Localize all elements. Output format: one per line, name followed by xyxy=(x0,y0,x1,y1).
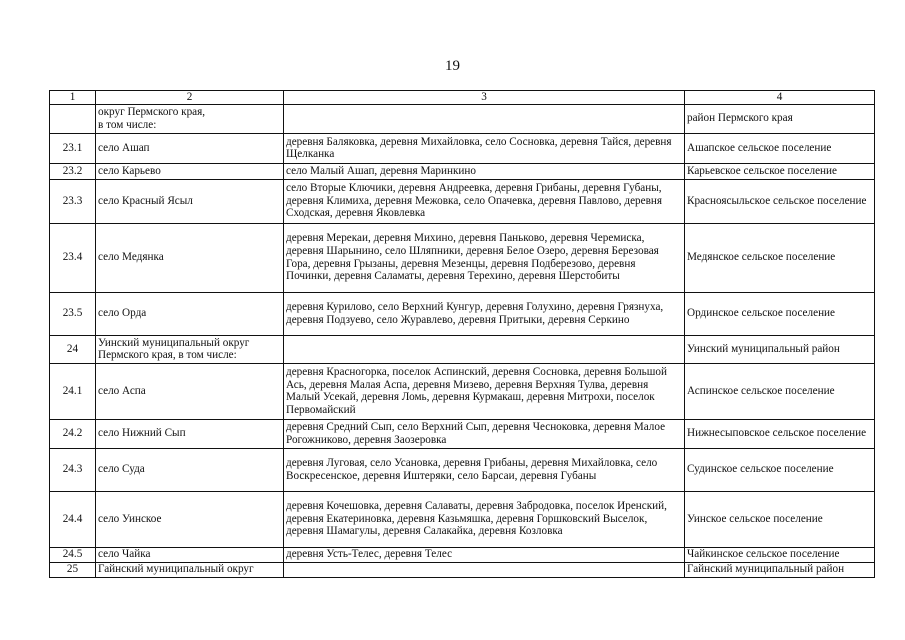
table-row xyxy=(50,547,875,562)
settlements-list: деревня Курилово, село Верхний Кунгур, деревня Голухино, деревня Грязнуха, деревня Подзуево, село Журавлево, деревня Притыки, деревня Серкино xyxy=(284,292,685,335)
row-number: 24.4 xyxy=(50,491,96,547)
district-name: Нижнесыповское сельское поселение xyxy=(685,419,875,448)
district-name: Судинское сельское поселение xyxy=(685,448,875,491)
page-number: 19 xyxy=(445,58,460,74)
municipality-name: село Карьево xyxy=(96,163,284,179)
row-number: 24.3 xyxy=(50,448,96,491)
row-number: 24.1 xyxy=(50,363,96,419)
table-row xyxy=(50,562,875,577)
municipal-table xyxy=(49,90,875,578)
row-number: 23.3 xyxy=(50,179,96,223)
settlements-list: деревня Средний Сып, село Верхний Сып, деревня Чесноковка, деревня Малое Рогожниково, деревня Заозеровка xyxy=(284,419,685,448)
row-number: 24 xyxy=(50,335,96,363)
municipality-name: село Медянка xyxy=(96,223,284,292)
row-number: 25 xyxy=(50,562,96,577)
table-header-row xyxy=(50,91,875,105)
row-number: 23.4 xyxy=(50,223,96,292)
settlements-list: деревня Баляковка, деревня Михайловка, село Сосновка, деревня Тайся, деревня Щелканка xyxy=(284,133,685,163)
row-number: 23.2 xyxy=(50,163,96,179)
row-number xyxy=(50,104,96,133)
settlements-list: деревня Усть-Телес, деревня Телес xyxy=(284,547,685,562)
settlements-list: деревня Красногорка, поселок Аспинский, деревня Сосновка, деревня Большой Ась, деревня Малая Аспа, деревня Мизево, деревня Верхняя Тулва, деревня Малый Усекай, деревня Ломь, деревня Курмакаш, деревня Митрохи, поселок Первомайский xyxy=(284,363,685,419)
district-name: Ординское сельское поселение xyxy=(685,292,875,335)
settlements-list: деревня Мерекаи, деревня Михино, деревня Паньково, деревня Черемиска, деревня Шарынино, село Шляпники, деревня Белое Озеро, деревня Березовая Гора, деревня Грызаны, деревня Мезенцы, деревня Подберезово, деревня Починки, деревня Саламаты, деревня Терехино, деревня Шерстобиты xyxy=(284,223,685,292)
municipality-name: село Орда xyxy=(96,292,284,335)
table-row xyxy=(50,292,875,335)
row-number: 24.5 xyxy=(50,547,96,562)
table-row xyxy=(50,104,875,133)
district-name: Красноясыльское сельское поселение xyxy=(685,179,875,223)
district-name: Карьевское сельское поселение xyxy=(685,163,875,179)
header-col-1: 1 xyxy=(50,91,96,105)
row-number: 23.5 xyxy=(50,292,96,335)
header-col-4: 4 xyxy=(685,91,875,105)
settlements-list xyxy=(284,104,685,133)
table-row xyxy=(50,133,875,163)
header-col-3: 3 xyxy=(284,91,685,105)
district-name: Уинское сельское поселение xyxy=(685,491,875,547)
municipality-name: село Суда xyxy=(96,448,284,491)
table-row xyxy=(50,223,875,292)
table-row xyxy=(50,179,875,223)
municipality-name: Уинский муниципальный округ Пермского края, в том числе: xyxy=(96,335,284,363)
district-name: Аспинское сельское поселение xyxy=(685,363,875,419)
municipality-name: село Красный Ясыл xyxy=(96,179,284,223)
table-row xyxy=(50,163,875,179)
table-row xyxy=(50,363,875,419)
district-name: район Пермского края xyxy=(685,104,875,133)
district-name: Ашапское сельское поселение xyxy=(685,133,875,163)
municipality-name: округ Пермского края, в том числе: xyxy=(96,104,284,133)
municipality-name: село Нижний Сып xyxy=(96,419,284,448)
settlements-list xyxy=(284,562,685,577)
municipality-name: Гайнский муниципальный округ xyxy=(96,562,284,577)
district-name: Медянское сельское поселение xyxy=(685,223,875,292)
settlements-list xyxy=(284,335,685,363)
settlements-list: село Малый Ашап, деревня Маринкино xyxy=(284,163,685,179)
municipality-name: село Аспа xyxy=(96,363,284,419)
table-row xyxy=(50,448,875,491)
settlements-list: село Вторые Ключики, деревня Андреевка, деревня Грибаны, деревня Губаны, деревня Климиха, деревня Межовка, село Опачевка, деревня Павлово, деревня Сходская, деревня Яковлевка xyxy=(284,179,685,223)
table-row xyxy=(50,491,875,547)
row-number: 24.2 xyxy=(50,419,96,448)
district-name: Уинский муниципальный район xyxy=(685,335,875,363)
header-col-2: 2 xyxy=(96,91,284,105)
settlements-list: деревня Кочешовка, деревня Салаваты, деревня Забродовка, поселок Иренский, деревня Екатериновка, деревня Казьмяшка, деревня Горшковский Выселок, деревня Шамагулы, деревня Салакайка, деревня Козловка xyxy=(284,491,685,547)
table-row xyxy=(50,335,875,363)
municipality-name: село Чайка xyxy=(96,547,284,562)
district-name: Чайкинское сельское поселение xyxy=(685,547,875,562)
municipality-name: село Уинское xyxy=(96,491,284,547)
row-number: 23.1 xyxy=(50,133,96,163)
district-name: Гайнский муниципальный район xyxy=(685,562,875,577)
settlements-list: деревня Луговая, село Усановка, деревня Грибаны, деревня Михайловка, село Воскресенское, деревня Иштеряки, село Барсаи, деревня Губаны xyxy=(284,448,685,491)
table-row xyxy=(50,419,875,448)
municipality-name: село Ашап xyxy=(96,133,284,163)
